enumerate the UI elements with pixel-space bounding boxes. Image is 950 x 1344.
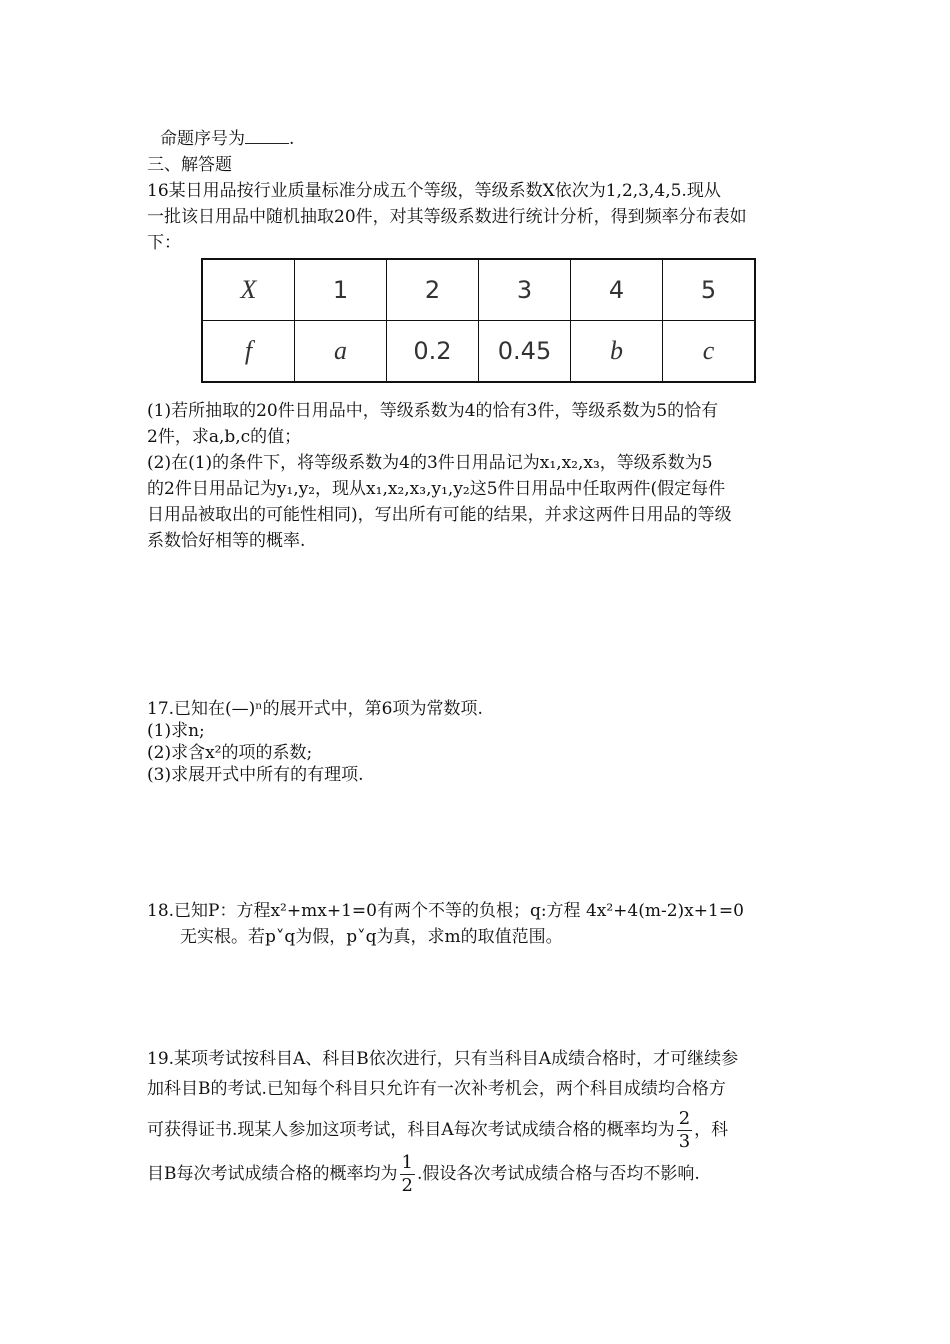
q19-line1: 19.某项考试按科目A、科目B依次进行，只有当科目A成绩合格时，才可继续参 xyxy=(147,1049,739,1069)
previous-answer-line xyxy=(160,126,294,152)
q16-part2-line1: (2)在(1)的条件下，将等级系数为4的3件日用品记为x₁,x₂,x₃，等级系数为5 xyxy=(147,453,713,473)
q16-line1: 16某日用品按行业质量标准分成五个等级，等级系数X依次为1,2,3,4,5.现从 xyxy=(147,181,721,201)
q16-line2: 一批该日用品中随机抽取20件，对其等级系数进行统计分析，得到频率分布表如 xyxy=(147,207,747,227)
q18-line2: 无实根。若p˅q为假，p˅q为真，求m的取值范围。 xyxy=(180,927,563,947)
table-cell: b xyxy=(571,321,663,383)
table-cell: 4 xyxy=(571,259,663,321)
answer-blank[interactable] xyxy=(245,127,289,144)
q17-line2: (1)求n; xyxy=(147,721,205,741)
q18-line1: 18.已知P：方程x²+mx+1=0有两个不等的负根；q:方程 4x²+4(m-2)x+1=0 xyxy=(147,901,744,921)
fraction-denominator: 2 xyxy=(401,1175,413,1196)
q16-part2-line2: 的2件日用品记为y₁,y₂，现从x₁,x₂,x₃,y₁,y₂这5件日用品中任取两件(假定每件 xyxy=(147,479,726,499)
q17-line4: (3)求展开式中所有的有理项. xyxy=(147,765,364,785)
fraction-numerator: 2 xyxy=(678,1108,691,1129)
table-row-x xyxy=(202,259,755,321)
fraction-denominator: 3 xyxy=(678,1131,691,1152)
q19-line3-tail: ，科 xyxy=(694,1120,729,1140)
table-row-f xyxy=(202,321,755,383)
previous-answer-prefix: 命题序号为 xyxy=(160,129,245,149)
q16-line3: 下： xyxy=(147,233,181,253)
section-title: 三、解答题 xyxy=(147,155,232,175)
fraction-one-half xyxy=(400,1152,415,1197)
q19-line3-text: 可获得证书.现某人参加这项考试，科目A每次考试成绩合格的概率均为 xyxy=(147,1120,675,1140)
table-cell: 0.2 xyxy=(387,321,479,383)
table-cell: 2 xyxy=(387,259,479,321)
q16-part2-line3: 日用品被取出的可能性相同)，写出所有可能的结果，并求这两件日用品的等级 xyxy=(147,505,732,525)
fraction-numerator: 1 xyxy=(401,1152,413,1173)
table-cell: 1 xyxy=(295,259,387,321)
fraction-two-thirds xyxy=(677,1108,692,1153)
q19-line3 xyxy=(147,1108,728,1153)
q17-line1: 17.已知在(—)ⁿ的展开式中，第6项为常数项. xyxy=(147,699,483,719)
table-cell: 3 xyxy=(479,259,571,321)
q16-part1-line1: (1)若所抽取的20件日用品中，等级系数为4的恰有3件，等级系数为5的恰有 xyxy=(147,401,719,421)
q19-line4-text: 目B每次考试成绩合格的概率均为 xyxy=(147,1164,398,1184)
q19-line4 xyxy=(147,1152,700,1197)
table-cell: 5 xyxy=(663,259,756,321)
q19-line2: 加科目B的考试.已知每个科目只允许有一次补考机会，两个科目成绩均合格方 xyxy=(147,1079,726,1099)
table-cell: c xyxy=(663,321,756,383)
q16-part2-line4: 系数恰好相等的概率. xyxy=(147,531,306,551)
table-cell: a xyxy=(295,321,387,383)
table-cell: f xyxy=(202,321,295,383)
frequency-table xyxy=(201,258,756,383)
previous-answer-suffix: . xyxy=(289,129,295,149)
table-cell: X xyxy=(202,259,295,321)
q17-line3: (2)求含x²的项的系数; xyxy=(147,743,313,763)
q19-line4-tail: .假设各次考试成绩合格与否均不影响. xyxy=(416,1164,700,1184)
q16-part1-line2: 2件，求a,b,c的值； xyxy=(147,427,302,447)
table-cell: 0.45 xyxy=(479,321,571,383)
